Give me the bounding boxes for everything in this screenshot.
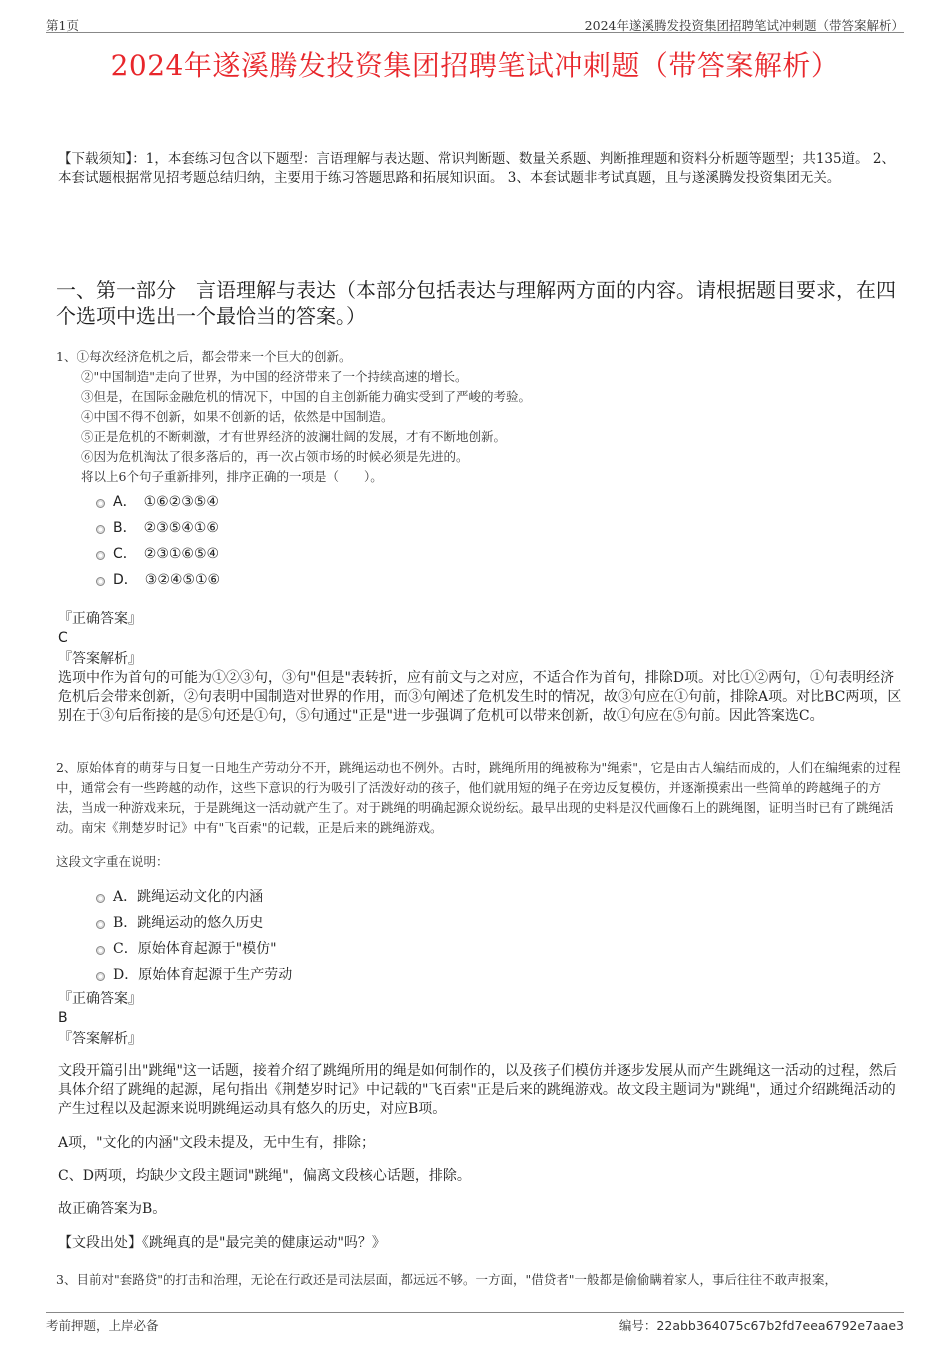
q1-line: ⑤正是危机的不断刺激，才有世界经济的波澜壮阔的发展，才有不断地创新。 (81, 429, 507, 444)
q1-answer-label: 『正确答案』 (58, 611, 142, 627)
q2-analysis-para: 故正确答案为B。 (58, 1201, 167, 1217)
q1-line: ②"中国制造"走向了世界，为中国的经济带来了一个持续高速的增长。 (81, 369, 468, 384)
q2-analysis-label: 『答案解析』 (58, 1031, 142, 1047)
q1-option-d[interactable]: D． ③②④⑤①⑥ (96, 566, 220, 592)
q1-options (96, 488, 220, 592)
radio-icon[interactable] (96, 894, 105, 903)
q1-line: ③但是，在国际金融危机的情况下，中国的自主创新能力确实受到了严峻的考验。 (81, 389, 532, 404)
radio-icon[interactable] (96, 525, 105, 534)
q1-option-b[interactable]: B． ②③⑤④①⑥ (96, 514, 220, 540)
q2-prompt: 这段文字重在说明： (56, 854, 169, 869)
radio-icon[interactable] (96, 577, 105, 586)
q1-answer: C (58, 630, 68, 646)
q2-option-c[interactable]: C．原始体育起源于"模仿" (96, 935, 292, 961)
q2-source: 【文段出处】《跳绳真的是"最完美的健康运动"吗？》 (58, 1235, 386, 1251)
q1-analysis: 选项中作为首句的可能为①②③句，③句"但是"表转折，应有前文与之对应，不适合作为首句，排除D项。对比①②两句，①句表明经济危机后会带来创新，②句表明中国制造对世界的作用，而③句阐述了危机发生时的情况，故③句应在①句前，排除A项。对比BC两项，区别在于③句后衔接的是⑤句还是①句，⑤句通过"正是"进一步强调了危机可以带来创新，故①句应在⑤句前。因此答案选C。 (58, 670, 902, 724)
q1-option-c[interactable]: C． ②③①⑥⑤④ (96, 540, 220, 566)
question-2-text: 2、原始体育的萌芽与日复一日地生产劳动分不开，跳绳运动也不例外。古时，跳绳所用的绳被称为"绳索"，它是由古人编结而成的，人们在编绳索的过程中，通常会有一些跨越的动作，这些下意识的行为吸引了活泼好动的孩子，他们就用短的绳子在旁边反复模仿，并逐渐摸索出一些简单的跨越绳子的方法，当成一种游戏来玩，于是跳绳这一活动就产生了。对于跳绳的明确起源众说纷纭。最早出现的史料是汉代画像石上的跳绳图，证明当时已有了跳绳活动。南宋《荆楚岁时记》中有"飞百索"的记载，正是后来的跳绳游戏。 (56, 760, 901, 835)
q2-answer: B (58, 1010, 68, 1026)
footer-slogan: 考前押题，上岸必备 (46, 1318, 159, 1333)
q2-option-a[interactable]: A．跳绳运动文化的内涵 (96, 883, 292, 909)
footer-code: 编号：22abb364075c67b2fd7eea6792e7aae3 (618, 1318, 904, 1333)
radio-icon[interactable] (96, 499, 105, 508)
question-1 (56, 347, 904, 487)
q1-line: 1、①每次经济危机之后，都会带来一个巨大的创新。 (56, 349, 352, 364)
page-number: 第1页 (46, 18, 79, 33)
q2-analysis-para: C、D两项，均缺少文段主题词"跳绳"，偏离文段核心话题，排除。 (58, 1168, 471, 1184)
radio-icon[interactable] (96, 551, 105, 560)
header-doc-title: 2024年遂溪腾发投资集团招聘笔试冲刺题（带答案解析） (584, 18, 904, 33)
q1-line: ⑥因为危机淘汰了很多落后的，再一次占领市场的时候必须是先进的。 (81, 449, 469, 464)
q2-answer-label: 『正确答案』 (58, 991, 142, 1007)
section-heading: 一、第一部分 言语理解与表达（本部分包括表达与理解两方面的内容。请根据题目要求，在四个选项中选出一个最恰当的答案。） (56, 278, 896, 328)
q1-line: 将以上6个句子重新排列，排序正确的一项是（ ）。 (81, 469, 383, 484)
q2-analysis-para: 文段开篇引出"跳绳"这一话题，接着介绍了跳绳所用的绳是如何制作的，以及孩子们模仿并逐步发展从而产生跳绳这一活动的过程，然后具体介绍了跳绳的起源，尾句指出《荆楚岁时记》中记载的"飞百索"正是后来的跳绳游戏。故文段主题词为"跳绳"，通过介绍跳绳活动的产生过程以及起源来说明跳绳运动具有悠久的历史，对应B项。 (58, 1063, 897, 1117)
page-title: 2024年遂溪腾发投资集团招聘笔试冲刺题（带答案解析） (110, 49, 840, 82)
q2-option-b[interactable]: B．跳绳运动的悠久历史 (96, 909, 292, 935)
radio-icon[interactable] (96, 972, 105, 981)
page-header (46, 14, 904, 33)
radio-icon[interactable] (96, 946, 105, 955)
q2-option-d[interactable]: D．原始体育起源于生产劳动 (96, 961, 292, 987)
q2-analysis-para: A项，"文化的内涵"文段未提及，无中生有，排除； (58, 1135, 375, 1151)
page-footer (46, 1312, 904, 1333)
radio-icon[interactable] (96, 920, 105, 929)
q1-analysis-label: 『答案解析』 (58, 651, 142, 667)
q2-options (96, 883, 292, 987)
download-notice: 【下载须知】：1，本套练习包含以下题型：言语理解与表达题、常识判断题、数量关系题、判断推理题和资料分析题等题型；共135道。 2、本套试题根据常见招考题总结归纳，主要用于练习答题思路和拓展知识面。 3、本套试题非考试真题，且与遂溪腾发投资集团无关。 (58, 151, 895, 186)
q1-option-a[interactable]: A． ①⑥②③⑤④ (96, 488, 220, 514)
q1-line: ④中国不得不创新，如果不创新的话，依然是中国制造。 (81, 409, 394, 424)
question-3-text: 3、目前对"套路贷"的打击和治理，无论在行政还是司法层面，都远远不够。一方面，"借贷者"一般都是偷偷瞒着家人，事后往往不敢声报案， (56, 1272, 837, 1287)
